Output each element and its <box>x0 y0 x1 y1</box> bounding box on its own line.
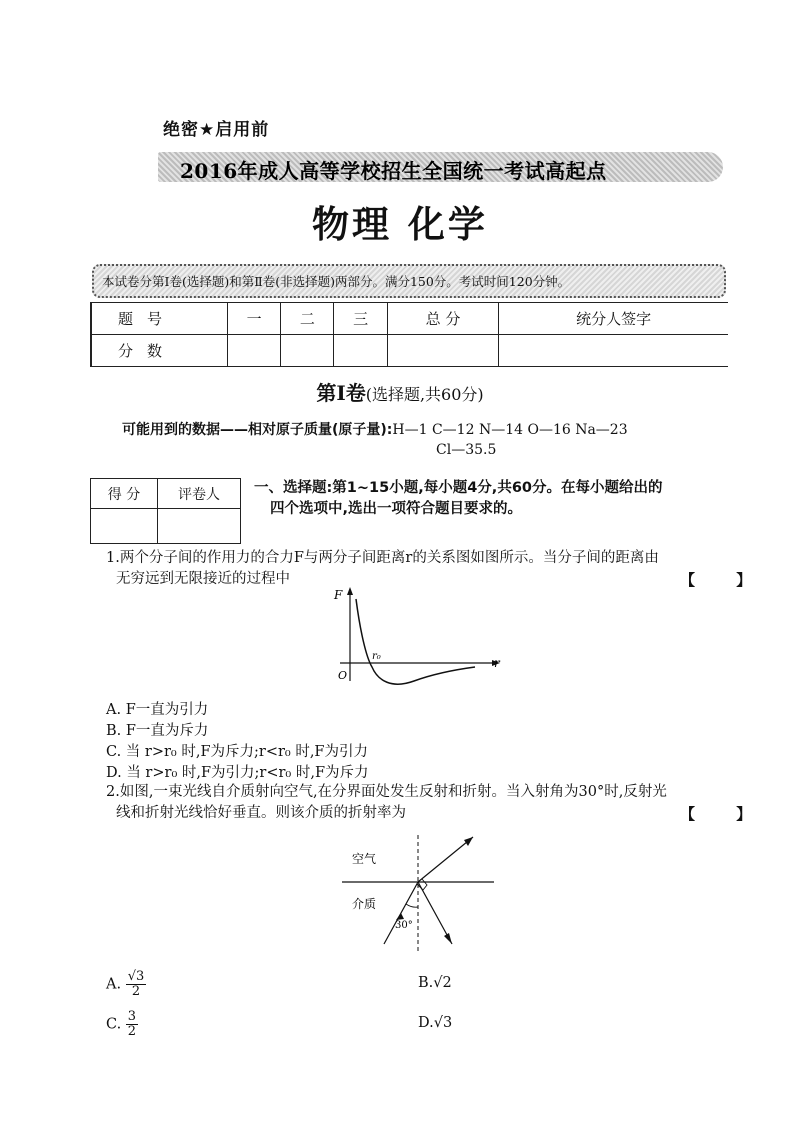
q1-answer-bracket[interactable]: 【 】 <box>680 571 770 589</box>
q2-option-a-denominator: 2 <box>131 984 141 999</box>
grader-score-cell[interactable] <box>91 509 158 544</box>
score-col-label: 题号 <box>91 303 228 335</box>
angle-label: 30° <box>395 920 413 931</box>
confidential-mark: 绝密★启用前 <box>163 120 270 140</box>
q2-option-b[interactable] <box>418 975 452 991</box>
q2-option-c-denominator: 2 <box>127 1024 137 1039</box>
atomic-mass-values-2: Cl—35.5 <box>436 442 497 458</box>
reflected-arrow <box>444 933 452 944</box>
r0-label: r₀ <box>372 651 381 662</box>
q2-option-b-value: √2 <box>433 975 452 991</box>
grader-score-header: 得 分 <box>91 479 158 509</box>
section1-line2: 四个选项中,选出一项符合题目要求的。 <box>270 501 523 517</box>
q2-option-a[interactable] <box>106 970 146 999</box>
q2-option-d[interactable] <box>418 1015 452 1031</box>
q2-option-c-numerator: 3 <box>127 1009 137 1024</box>
score-cell[interactable] <box>228 335 281 367</box>
q2-refraction-diagram <box>340 835 500 955</box>
atomic-mass-values: H—1 C—12 N—14 O—16 Na—23 <box>392 422 628 438</box>
exam-title: 2016年成人高等学校招生全国统一考试高起点 <box>180 159 607 183</box>
score-col-1: 一 <box>228 303 281 335</box>
q2-option-c-label: C. <box>106 1016 122 1033</box>
score-cell[interactable] <box>334 335 387 367</box>
score-col-3: 三 <box>334 303 387 335</box>
origin-label: O <box>338 669 348 682</box>
q2-option-a-numerator: √3 <box>127 969 145 984</box>
part1-title <box>0 377 800 406</box>
refracted-arrow <box>464 837 473 846</box>
score-table <box>90 302 728 367</box>
refracted-ray <box>418 837 473 882</box>
q2-option-d-label: D. <box>418 1015 434 1031</box>
subject-title: 物理 化学 <box>312 203 488 246</box>
q2-line2: 线和折射光线恰好垂直。则该介质的折射率为 <box>116 805 406 821</box>
q1-force-graph <box>330 585 510 685</box>
grader-name-cell[interactable] <box>158 509 241 544</box>
notice-text: 本试卷分第Ⅰ卷(选择题)和第Ⅱ卷(非选择题)两部分。满分150分。考试时间120分钟。 <box>102 274 571 289</box>
score-col-total: 总 分 <box>387 303 499 335</box>
q2-option-a-fraction <box>126 970 147 999</box>
q2-option-b-label: B. <box>418 975 434 991</box>
score-table-value-row <box>91 335 728 367</box>
score-row-label: 分数 <box>91 335 228 367</box>
y-axis-arrow <box>347 587 353 595</box>
q2-option-d-value: √3 <box>433 1015 453 1031</box>
force-curve <box>356 599 475 684</box>
section1-line1: 一、选择题:第1~15小题,每小题4分,共60分。在每小题给出的 <box>254 480 663 496</box>
question-1 <box>106 548 736 590</box>
q2-option-a-label: A. <box>106 976 122 993</box>
part1-title-main: 第Ⅰ卷 <box>316 381 366 405</box>
score-col-signature: 统分人签字 <box>499 303 728 335</box>
medium-label: 介质 <box>352 897 377 911</box>
grader-table <box>90 478 241 544</box>
f-axis-label: F <box>334 588 343 602</box>
score-cell[interactable] <box>281 335 334 367</box>
q1-option-d[interactable]: D. 当 r>r₀ 时,F为引力;r<r₀ 时,F为斥力 <box>106 765 369 781</box>
q1-line1: 1.两个分子间的作用力的合力F与两分子间距离r的关系图如图所示。当分子间的距离由 <box>106 550 659 566</box>
q2-option-c[interactable] <box>106 1010 138 1039</box>
score-col-2: 二 <box>281 303 334 335</box>
q2-answer-bracket[interactable]: 【 】 <box>680 805 770 823</box>
question-2 <box>106 782 736 824</box>
q1-option-c[interactable]: C. 当 r>r₀ 时,F为斥力;r<r₀ 时,F为引力 <box>106 744 368 760</box>
atomic-mass-label: 可能用到的数据——相对原子质量(原子量): <box>122 422 393 438</box>
q1-option-a[interactable]: A. F一直为引力 <box>106 702 209 718</box>
score-cell[interactable] <box>387 335 499 367</box>
angle-arc <box>406 904 418 907</box>
atomic-mass-line <box>122 419 628 439</box>
section1-instructions <box>254 478 734 520</box>
air-label: 空气 <box>352 852 377 866</box>
score-cell[interactable] <box>499 335 728 367</box>
q1-line2: 无穷远到无限接近的过程中 <box>116 571 290 587</box>
q2-option-c-fraction <box>126 1010 138 1039</box>
grader-name-header: 评卷人 <box>158 479 241 509</box>
r-axis-label: r <box>494 656 500 670</box>
part1-title-sub: (选择题,共60分) <box>365 385 484 404</box>
score-table-header-row <box>91 303 728 335</box>
q2-line1: 2.如图,一束光线自介质射向空气,在分界面处发生反射和折射。当入射角为30°时,反射光 <box>106 784 667 800</box>
q1-option-b[interactable]: B. F一直为斥力 <box>106 723 209 739</box>
